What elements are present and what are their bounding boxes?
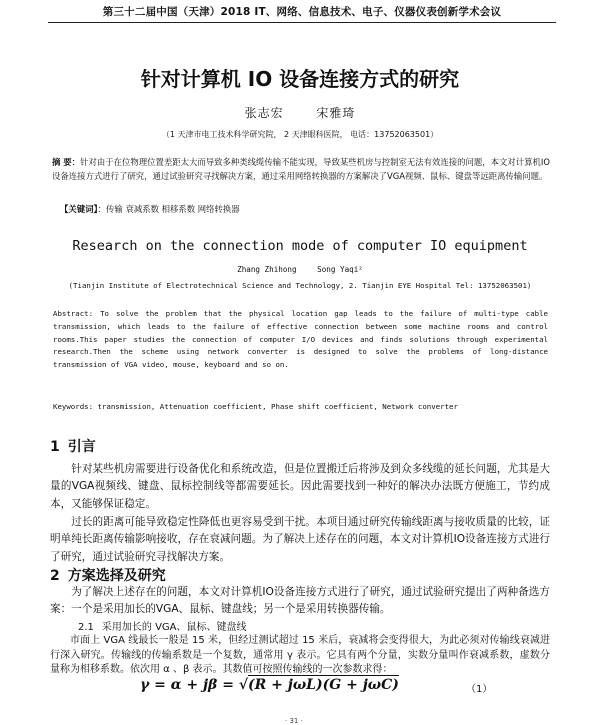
intro-paragraph-2: 过长的距离可能导致稳定性降低也更容易受到干扰。本项目通过研究传输线距离与接收质量的比较，证明单纯长距离传输影响接收，存在衰减问题。为了解决上述存在的问题，本文对计算机IO设备连接方式进行了研究，通过试验研究寻找解决方案。 — [50, 516, 550, 563]
subsection-heading — [78, 618, 255, 633]
header-rule — [48, 22, 556, 23]
chinese-abstract — [52, 156, 550, 183]
en-author-2: Song Yaqi² — [317, 265, 363, 274]
keywords-label: 【关键词】 — [60, 204, 98, 214]
english-title: Research on the connection mode of computer IO equipment — [72, 238, 528, 254]
en-author-1: Zhang Zhihong — [237, 265, 297, 274]
scheme-paragraph-1: 为了解决上述存在的问题，本文对计算机IO设备连接方式进行了研究，通过试验研究提出了两种备选方案：一个是采用加长的VGA、鼠标、键盘线；另一个是采用转换器传输。 — [50, 586, 550, 616]
equation-radicand: (R + jωL)(G + jωC) — [248, 677, 399, 693]
english-affiliation: (Tianjin Institute of Electrotechnical Science and Technology, 2. Tianjin EYE Hospital Tel: 13752063501) — [68, 281, 532, 290]
en-abstract-label: Abstract: — [53, 309, 94, 318]
intro-paragraph-1: 针对某些机房需要进行设备优化和系统改造，但是位置搬迁后将涉及到众多线缆的延长问题，尤其是大量的VGA视频线、键盘、鼠标控制线等都需要延长。因此需要找到一种好的解决办法既方便施工，节约成本，又能够保证稳定。 — [50, 463, 550, 510]
page-number: · 31 · — [285, 717, 303, 725]
chinese-authors — [0, 104, 600, 121]
english-abstract — [53, 308, 548, 372]
en-abstract-text: To solve the problem that the physical location gap leads to the failure of multi-type cable transmission, which leads to the failure of effective connection between some machine rooms and control rooms.This paper studies the connection of computer I/O devices and finds solutions through experimental research.Then the scheme using network converter is designed to solve the problems of long-distance transmission of VGA video, mouse, keyboard and so on. — [53, 309, 549, 370]
section-heading-scheme — [50, 565, 166, 585]
propagation-equation — [140, 677, 460, 693]
chinese-affiliation: （1 天津市电工技术科学研究院， 2 天津眼科医院， 电话：13752063501） — [161, 130, 439, 139]
subsection-paragraph: 市面上 VGA 线最长一般是 15 米，但经过测试超过 15 米后，衰减将会变得很大，为此必须对传输线衰减进行深入研究。传输线的传输系数是一个复数，通常用 γ 表示。它具有两个分量，实数分量叫作衰减系数，虚数分量称为相移系数。依次用 α 、β 表示。其数值可按照传输线的一次参数求得： — [50, 635, 550, 676]
section-heading-introduction — [50, 436, 96, 456]
equation-number: （1） — [466, 684, 493, 695]
subsection-title: 采用加长的 VGA、鼠标、键盘线 — [101, 622, 247, 633]
english-authors — [0, 265, 600, 274]
section-title: 引言 — [67, 439, 96, 455]
en-keywords-text: transmission, Attenuation coefficient, Phase shift coefficient, Network converter — [97, 402, 458, 411]
sqrt-symbol: √ — [238, 677, 249, 693]
author-2: 宋雅琦 — [316, 106, 356, 120]
chinese-title: 针对计算机 IO 设备连接方式的研究 — [140, 67, 460, 91]
subsection-number: 2.1 — [78, 622, 94, 633]
en-keywords-label: Keywords: — [53, 402, 94, 411]
equation-lhs: γ = α + jβ = — [140, 677, 239, 693]
author-1: 张志宏 — [244, 106, 284, 120]
keywords-text: ：传输 衰减系数 相移系数 网络转换器 — [97, 204, 240, 214]
english-keywords — [53, 402, 548, 411]
section-title: 方案选择及研究 — [67, 568, 166, 584]
section-number: 1 — [50, 439, 60, 455]
section-number: 2 — [50, 568, 60, 584]
abstract-label: 摘 要： — [52, 157, 81, 167]
conference-header: 第三十二届中国（天津）2018 IT、网络、信息技术、电子、仪器仪表创新学术会议 — [102, 6, 502, 18]
abstract-text: 针对由于在位物理位置差距太大而导致多种类线缆传输不能实现，导致某些机房与控制室无法有效连接的问题，本文对计算机IO设备连接方式进行了研究，通过试验研究寻找解决方案，通过采用网络转换器的方案解决了VGA视频、鼠标、键盘等远距离传输问题。 — [52, 157, 550, 181]
chinese-keywords — [60, 203, 540, 215]
